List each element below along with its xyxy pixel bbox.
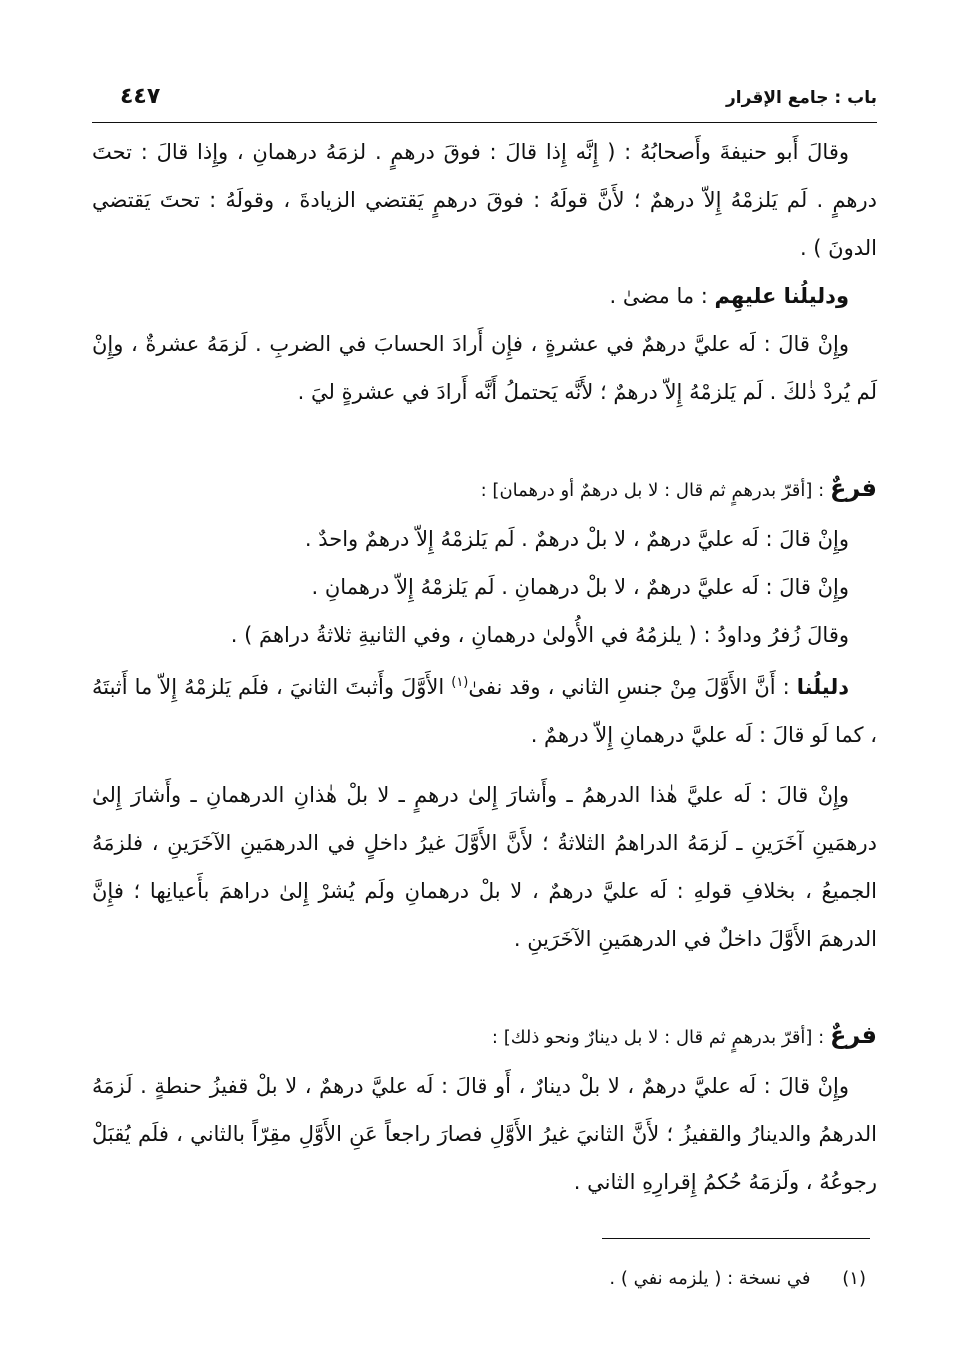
spacer <box>92 416 877 464</box>
branch-heading-1 <box>92 464 877 515</box>
paragraph-abu-hanifa: وقالَ أَبو حنيفةَ وأَصحابُهُ : ( إِنَّه إِذا قالَ : فوقَ درهمٍ . لزمَهُ درهمانِ ، وإِذا قالَ : تحتَ درهمٍ . لَم يَلزمْهُ إِلاّ درهمٌ ؛ لأَنَّ قولَهُ : فوقَ درهمٍ يَقتضي الزيادةَ ، وقولَهُ : تحتَ يَقتضي الدونَ ) . <box>92 140 877 260</box>
our-proof-label: دليلُنا <box>796 675 849 699</box>
paragraph-dirham-then-two: وإِنْ قالَ : لَه عليَّ درهمٌ ، لا بلْ درهمانِ . لَم يَلزمْهُ إِلاّ درهمانِ . <box>311 575 849 599</box>
our-proof-text-b: الأَوَّلَ وأَثبتَ الثانيَ ، فلَم يَلزمْهُ إِلاّ ما أَثبتَهُ ، كما لَو قالَ : لَه عليَّ درهمانِ إِلاّ درهمٌ . <box>92 675 877 747</box>
branch-heading-2 <box>92 1011 877 1062</box>
paragraph-our-proof <box>92 659 877 759</box>
paragraph-dirham-in-ten: وإِنْ قالَ : لَه عليَّ درهمٌ في عشرةٍ ، فإِن أَرادَ الحسابَ في الضربِ . لَزمَهُ عشرةٌ ، وإِنْ لَم يُردْ ذٰلكَ . لَم يَلزمْهُ إِلاّ درهمٌ ؛ لأَنَّه يَحتملُ أَنَّه أَرادَ في عشرةٍ ليَ . <box>92 332 877 404</box>
our-evidence-text: : ما مضىٰ . <box>609 284 715 308</box>
footnote-reference[interactable]: (١) <box>451 675 469 690</box>
spacer <box>92 759 877 771</box>
footnote-divider <box>602 1238 870 1239</box>
branch-label: فرعٌ <box>829 474 877 502</box>
main-text <box>92 128 877 1206</box>
page-header <box>92 82 877 123</box>
our-proof-text-a: : أَنَّ الأَوَّلَ مِنْ جنسِ الثاني ، وقد نفىٰ <box>468 675 797 699</box>
branch-title: : [أقرّ بدرهمٍ ثم قال : لا بل دينارٌ ونحو ذلك] : <box>491 1027 830 1048</box>
footnote-number: (١) <box>842 1268 866 1289</box>
footnote-text: في نسخة : ( يلزمه نفي ) . <box>609 1268 811 1289</box>
branch-title: : [أقرّ بدرهمٍ ثم قال : لا بل درهمٌ أو درهمان] : <box>480 480 830 501</box>
paragraph-our-evidence <box>92 272 877 320</box>
paragraph-zufar-dawud: وقالَ زُفرُ وداودُ : ( يلزمُهُ في الأُولىٰ درهمانِ ، وفي الثانيةِ ثلاثةُ دراهمَ ) . <box>230 623 849 647</box>
paragraph-dirham-then-dirham: وإِنْ قالَ : لَه عليَّ درهمٌ ، لا بلْ درهمٌ . لَم يَلزمْهُ إِلاّ درهمٌ واحدٌ . <box>304 527 849 551</box>
footnote <box>609 1268 866 1289</box>
chapter-title: باب : جامع الإقرار <box>726 88 877 108</box>
paragraph-this-dirham: وإِنْ قالَ : لَه عليَّ هٰذا الدرهمُ ـ وأَشارَ إِلىٰ درهمٍ ـ لا بلْ هٰذانِ الدرهمانِ ـ وأَشارَ إِلىٰ درهمَينِ آخَرَينِ ـ لَزمَهُ الدراهمُ الثلاثةُ ؛ لأَنَّ الأَوَّلَ غيرُ داخلٍ في الدرهمَينِ الآخَرَينِ ، فلزمَهُ الجميعُ ، بخلافِ قولهِ : لَه عليَّ درهمٌ ، لا بلْ درهمانِ ولَم يُشرْ إِلىٰ دراهمَ بأَعيانِها ؛ فإِنَّ الدرهمَ الأَوَّلَ داخلٌ في الدرهمَينِ الآخَرَينِ . <box>92 783 877 951</box>
paragraph-dirham-then-dinar: وإِنْ قالَ : لَه عليَّ درهمٌ ، لا بلْ دينارٌ ، أَو قالَ : لَه عليَّ درهمٌ ، لا بلْ قفيزُ حنطةٍ . لَزمَهُ الدرهمُ والدينارُ والقفيزُ ؛ لأَنَّ الثانيَ غيرُ الأَوَّلِ فصارَ راجعاً عَنِ الأَوَّلِ مقِرّاً بالثاني ، فلَم يُقبَلْ رجوعُهُ ، ولَزمَهُ حُكمُ إِقرارِهِ الثاني . <box>92 1074 877 1194</box>
branch-label: فرعٌ <box>829 1021 877 1049</box>
spacer <box>92 963 877 1011</box>
page-number: ٤٤٧ <box>120 84 161 109</box>
our-evidence-label: ودليلُنا عليهِم <box>714 284 849 308</box>
